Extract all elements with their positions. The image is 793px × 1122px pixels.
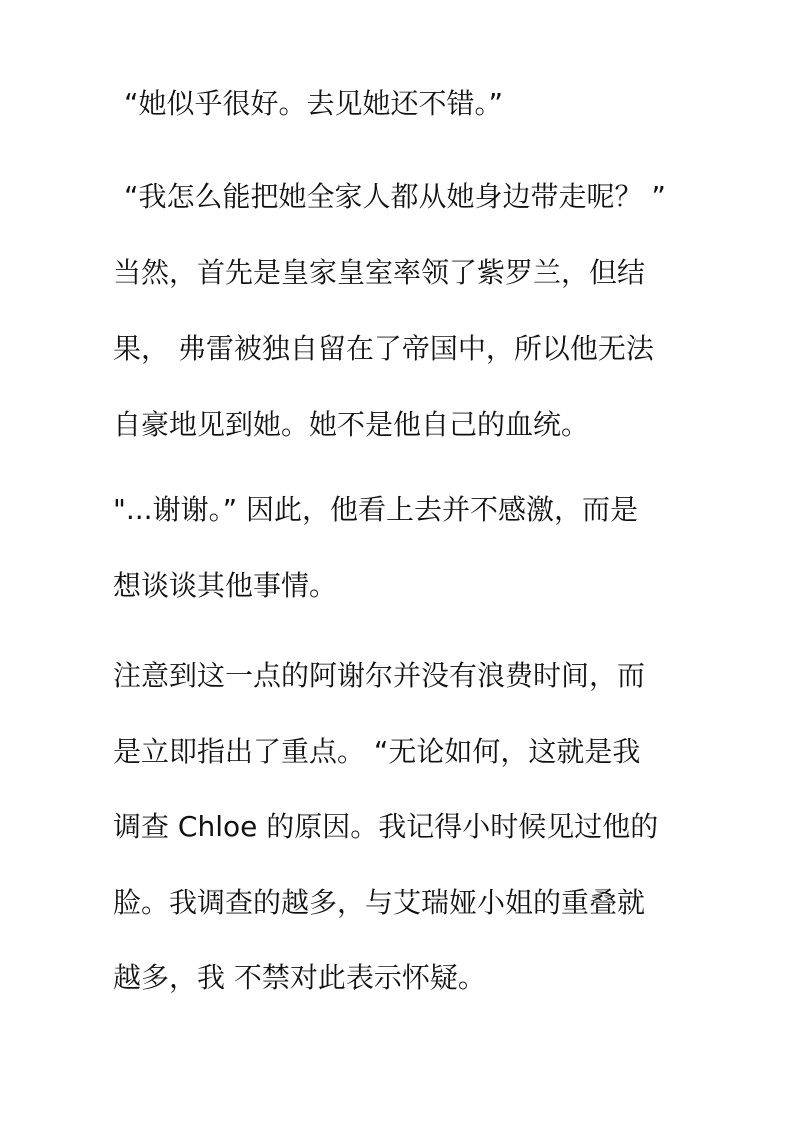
text-line-10: 调查 Chloe 的原因。我记得小时候见过他的 [113, 810, 659, 843]
text-line-7: 想谈谈其他事情。 [113, 569, 338, 602]
text-line-2: “我怎么能把她全家人都从她身边带走呢？ ” [124, 180, 666, 213]
text-line-9: 是立即指出了重点。 “无论如何，这就是我 [113, 735, 641, 768]
text-line-6: "...谢谢。” 因此，他看上去并不感激，而是 [113, 493, 638, 526]
text-line-3: 当然，首先是皇家皇室率领了紫罗兰，但结 [113, 256, 646, 289]
text-line-8: 注意到这一点的阿谢尔并没有浪费时间，而 [113, 659, 646, 692]
text-line-12: 越多，我 不禁对此表示怀疑。 [113, 961, 486, 994]
text-line-5: 自豪地见到她。她不是他自己的血统。 [113, 408, 590, 441]
text-line-4: 果， 弗雷被独自留在了帝国中，所以他无法 [113, 332, 654, 365]
text-line-11: 脸。我调查的越多，与艾瑞娅小姐的重叠就 [113, 886, 646, 919]
text-line-1: “她似乎很好。去见她还不错。” [124, 87, 504, 120]
